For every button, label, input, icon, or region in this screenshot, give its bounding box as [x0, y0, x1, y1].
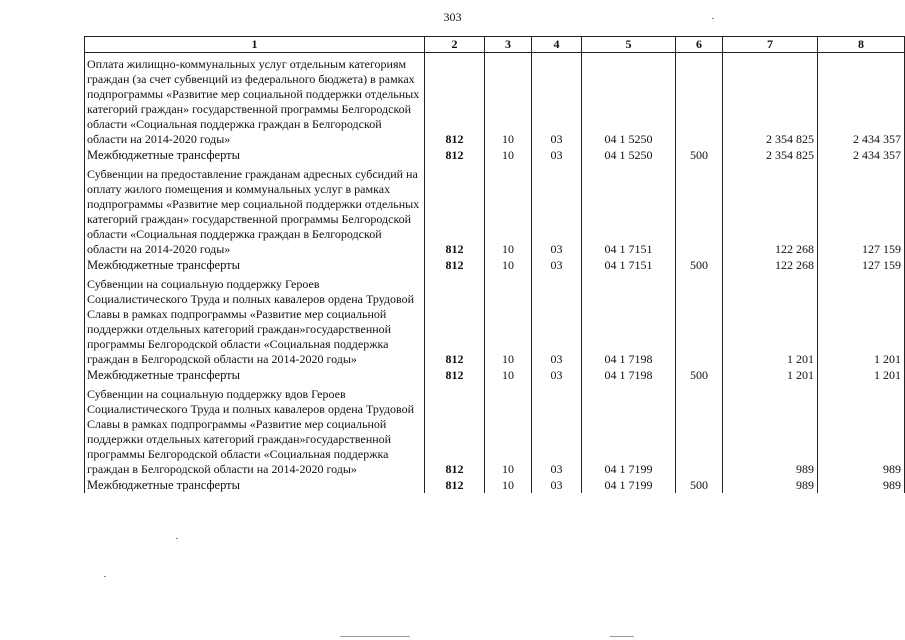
expense-code	[676, 53, 723, 148]
target-code: 04 1 5250	[582, 53, 676, 148]
amount-col8: 989	[818, 477, 905, 493]
row-name: Субвенции на предоставление гражданам адресных субсидий на оплату жилого помещения и коммунальных услуг в рамках подпрограммы «Развитие мер социальной поддержки отдельных категорий граждан» государственной программы Белгородской области «Социальная поддержка граждан в Белгородской области на 2014-2020 годы»	[85, 163, 425, 257]
scan-speck	[104, 576, 106, 577]
amount-col7: 1 201	[723, 273, 818, 367]
scan-speck	[712, 18, 714, 19]
page-number: 303	[443, 10, 462, 24]
target-code: 04 1 5250	[582, 147, 676, 163]
section-code: 10	[485, 147, 532, 163]
amount-col8: 989	[818, 383, 905, 477]
ministry-code: 812	[425, 53, 485, 148]
header-cell: 2	[425, 37, 485, 53]
target-code: 04 1 7151	[582, 163, 676, 257]
expense-code: 500	[676, 147, 723, 163]
subsection-code: 03	[532, 383, 582, 477]
section-code: 10	[485, 383, 532, 477]
subsection-code: 03	[532, 53, 582, 148]
table-row	[85, 53, 905, 148]
table-row	[85, 147, 905, 163]
section-code: 10	[485, 477, 532, 493]
amount-col8: 2 434 357	[818, 53, 905, 148]
header-cell: 6	[676, 37, 723, 53]
expense-code: 500	[676, 257, 723, 273]
ministry-code: 812	[425, 383, 485, 477]
row-name: Межбюджетные трансферты	[85, 257, 425, 273]
header-cell: 8	[818, 37, 905, 53]
amount-col8: 127 159	[818, 257, 905, 273]
expense-code	[676, 383, 723, 477]
subsection-code: 03	[532, 367, 582, 383]
row-name: Межбюджетные трансферты	[85, 477, 425, 493]
table-row	[85, 163, 905, 257]
subsection-code: 03	[532, 163, 582, 257]
row-name: Субвенции на социальную поддержку Героев Социалистического Труда и полных кавалеров ордена Трудовой Славы в рамках подпрограммы «Развитие мер социальной поддержки отдельных категорий граждан»государственной программы Белгородской области «Социальная поддержка граждан в Белгородской области на 2014-2020 годы»	[85, 273, 425, 367]
amount-col8: 2 434 357	[818, 147, 905, 163]
header-cell: 7	[723, 37, 818, 53]
expense-code: 500	[676, 477, 723, 493]
table-row	[85, 367, 905, 383]
ministry-code: 812	[425, 273, 485, 367]
amount-col7: 1 201	[723, 367, 818, 383]
row-name: Оплата жилищно-коммунальных услуг отдельным категориям граждан (за счет субвенций из федерального бюджета) в рамках подпрограммы «Развитие мер социальной поддержки отдельных категорий граждан» государственной программы Белгородской области «Социальная поддержка граждан в Белгородской области на 2014-2020 годы»	[85, 53, 425, 148]
subsection-code: 03	[532, 273, 582, 367]
subsection-code: 03	[532, 147, 582, 163]
table-row	[85, 383, 905, 477]
ministry-code: 812	[425, 257, 485, 273]
amount-col8: 127 159	[818, 163, 905, 257]
ministry-code: 812	[425, 367, 485, 383]
row-name: Межбюджетные трансферты	[85, 147, 425, 163]
scan-speck	[340, 636, 410, 637]
amount-col7: 122 268	[723, 257, 818, 273]
scan-speck	[610, 636, 634, 637]
scan-speck	[176, 538, 178, 539]
subsection-code: 03	[532, 477, 582, 493]
amount-col8: 1 201	[818, 367, 905, 383]
amount-col8: 1 201	[818, 273, 905, 367]
header-cell: 3	[485, 37, 532, 53]
header-cell: 5	[582, 37, 676, 53]
ministry-code: 812	[425, 477, 485, 493]
amount-col7: 122 268	[723, 163, 818, 257]
target-code: 04 1 7198	[582, 367, 676, 383]
amount-col7: 2 354 825	[723, 53, 818, 148]
subsection-code: 03	[532, 257, 582, 273]
table-row	[85, 273, 905, 367]
section-code: 10	[485, 53, 532, 148]
target-code: 04 1 7199	[582, 383, 676, 477]
row-name: Межбюджетные трансферты	[85, 367, 425, 383]
header-cell: 4	[532, 37, 582, 53]
row-name: Субвенции на социальную поддержку вдов Героев Социалистического Труда и полных кавалеров ордена Трудовой Славы в рамках подпрограммы «Развитие мер социальной поддержки отдельных категорий граждан»государственной программы Белгородской области «Социальная поддержка граждан в Белгородской области на 2014-2020 годы»	[85, 383, 425, 477]
table-row	[85, 257, 905, 273]
expense-code	[676, 273, 723, 367]
header-row	[85, 37, 905, 53]
expense-code	[676, 163, 723, 257]
section-code: 10	[485, 367, 532, 383]
table-row	[85, 477, 905, 493]
target-code: 04 1 7151	[582, 257, 676, 273]
amount-col7: 989	[723, 477, 818, 493]
section-code: 10	[485, 163, 532, 257]
budget-table	[84, 36, 905, 493]
header-cell: 1	[85, 37, 425, 53]
section-code: 10	[485, 257, 532, 273]
ministry-code: 812	[425, 147, 485, 163]
section-code: 10	[485, 273, 532, 367]
target-code: 04 1 7199	[582, 477, 676, 493]
amount-col7: 989	[723, 383, 818, 477]
ministry-code: 812	[425, 163, 485, 257]
amount-col7: 2 354 825	[723, 147, 818, 163]
expense-code: 500	[676, 367, 723, 383]
target-code: 04 1 7198	[582, 273, 676, 367]
